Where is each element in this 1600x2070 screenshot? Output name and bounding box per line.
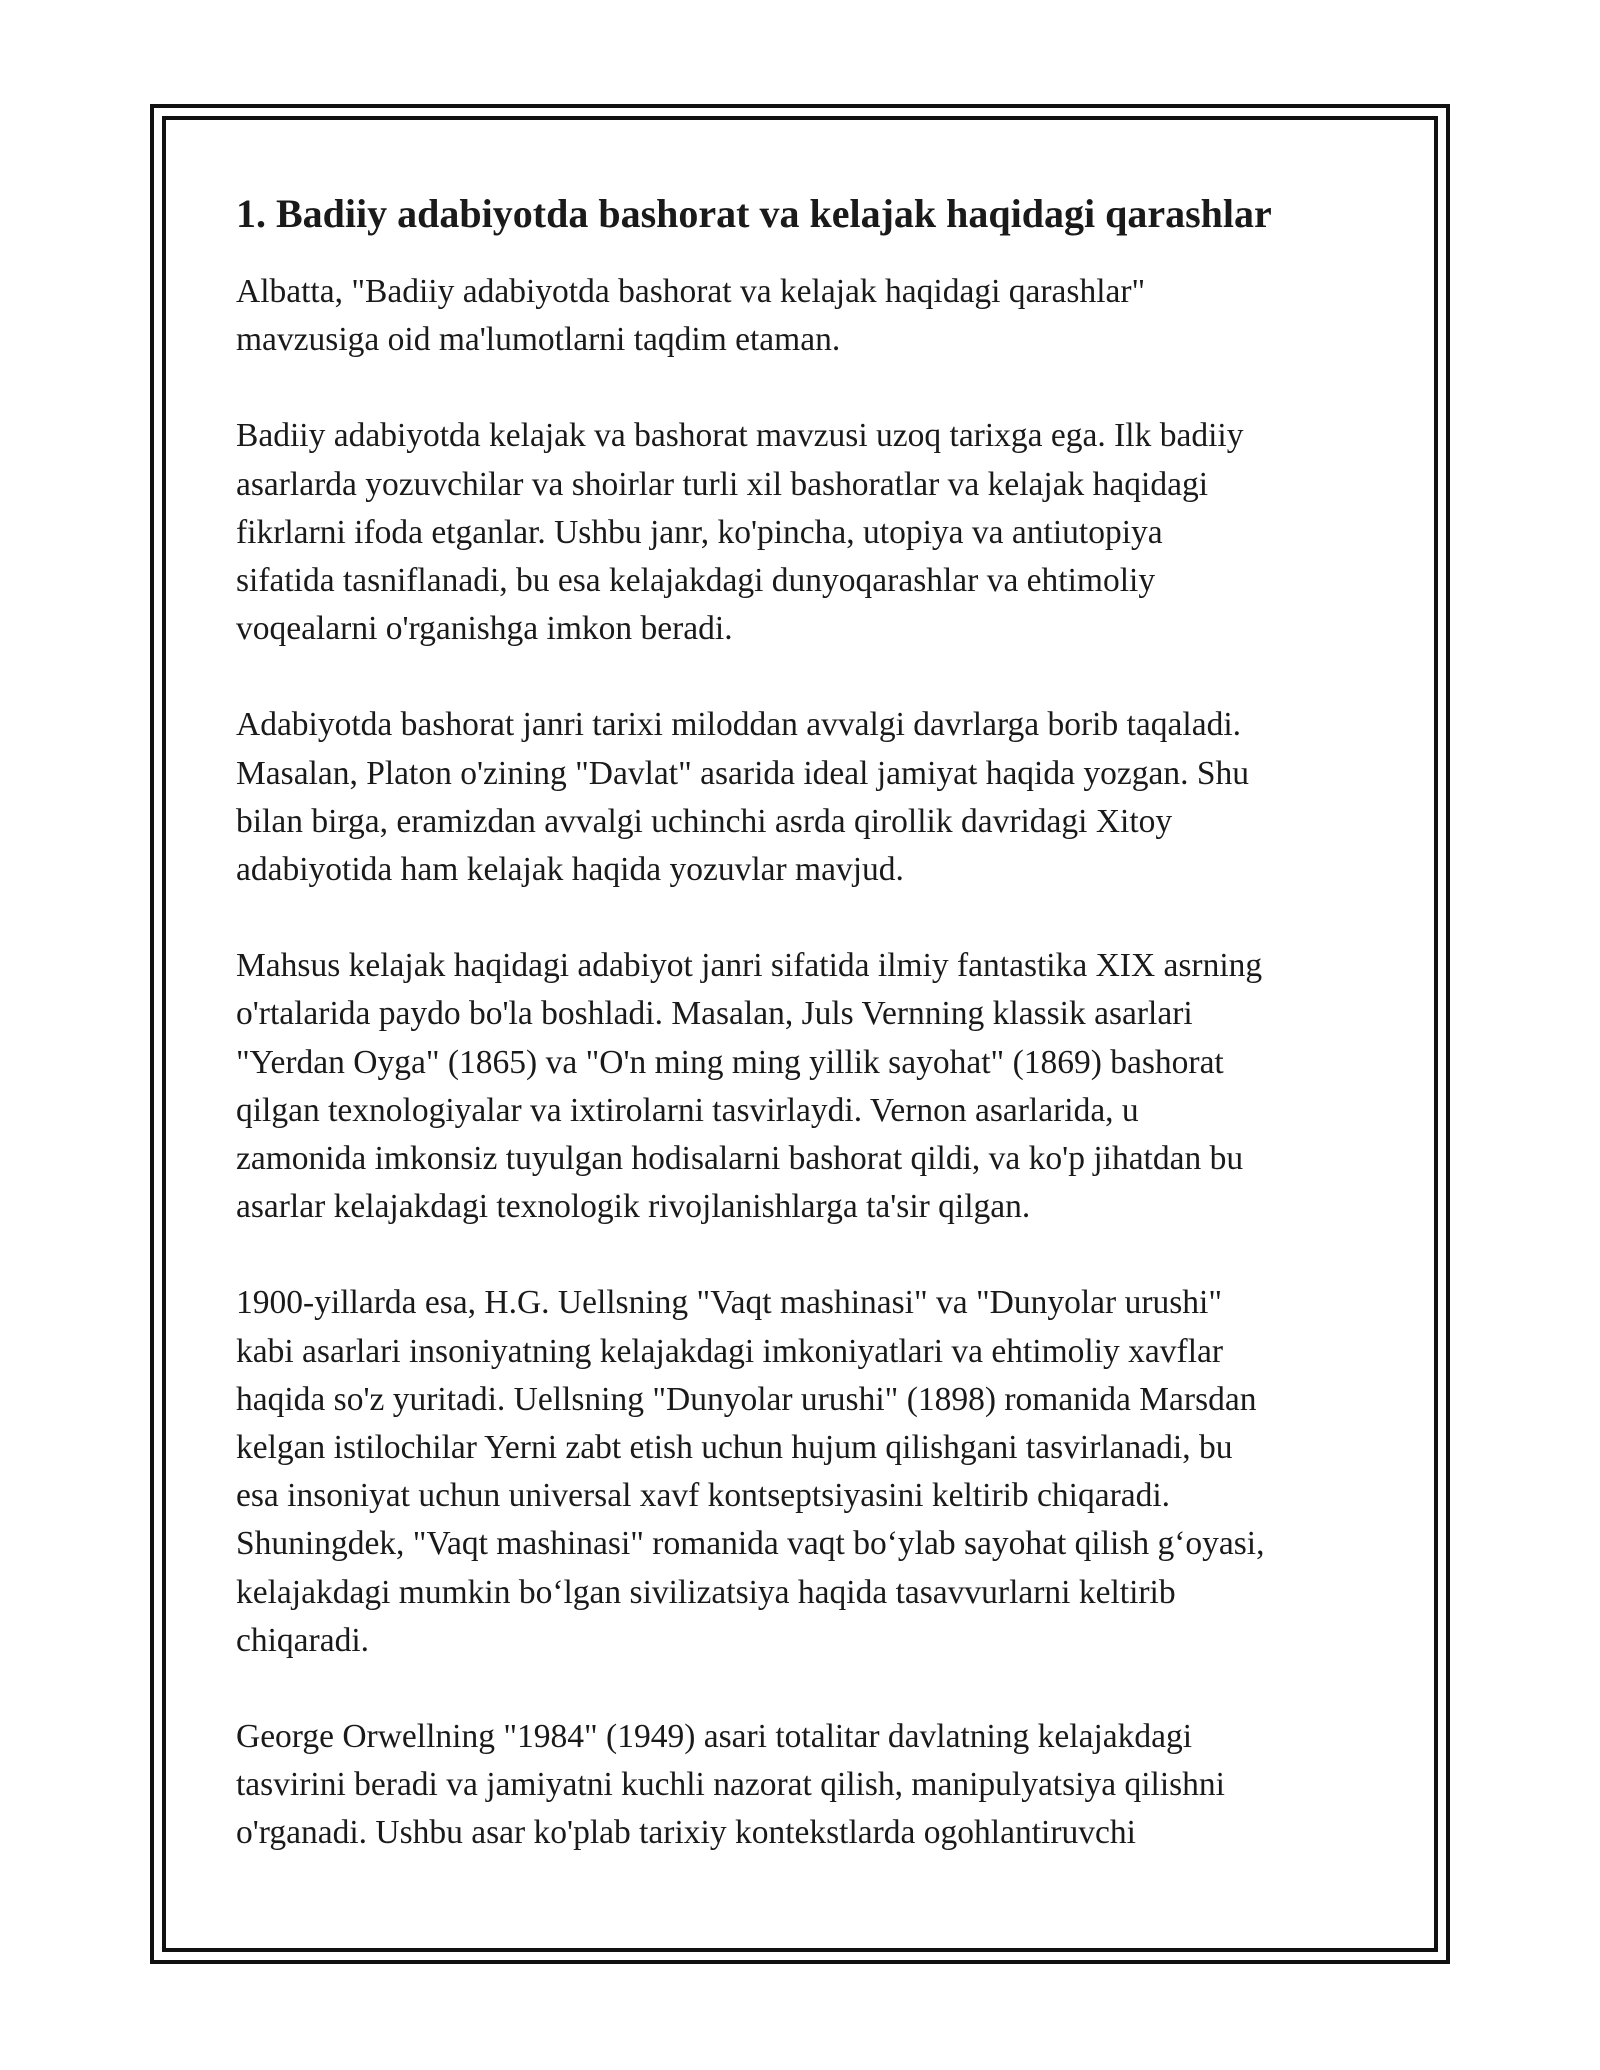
- paragraph-line: kelgan istilochilar Yerni zabt etish uchun hujum qilishgani tasvirlanadi, bu: [236, 1429, 1233, 1467]
- paragraph-line: chiqaradi.: [236, 1621, 370, 1659]
- paragraph-line: esa insoniyat uchun universal xavf kontseptsiyasini keltirib chiqaradi.: [236, 1477, 1171, 1515]
- paragraph-line: sifatida tasniflanadi, bu esa kelajakdagi dunyoqarashlar va ehtimoliy: [236, 562, 1156, 600]
- paragraph-intro: [236, 268, 1376, 364]
- document-body: [236, 186, 1376, 1906]
- paragraph-line: "Yerdan Oyga" (1865) va "O'n ming ming yillik sayohat" (1869) bashorat: [236, 1043, 1224, 1081]
- paragraph-line: asarlar kelajakdagi texnologik rivojlanishlarga ta'sir qilgan.: [236, 1188, 1031, 1226]
- paragraph-line: mavzusiga oid ma'lumotlarni taqdim etaman.: [236, 321, 841, 359]
- paragraph-line: Adabiyotda bashorat janri tarixi miloddan avvalgi davrlarga borib taqaladi.: [236, 706, 1241, 744]
- paragraph-line: zamonida imkonsiz tuyulgan hodisalarni bashorat qildi, va ko'p jihatdan bu: [236, 1140, 1244, 1178]
- paragraph-orwell: [236, 1713, 1376, 1858]
- paragraph-line: voqealarni o'rganishga imkon beradi.: [236, 610, 733, 648]
- paragraph-wells: [236, 1279, 1376, 1665]
- paragraph-ancient-origins: [236, 701, 1376, 894]
- paragraph-line: kelajakdagi mumkin bo‘lgan sivilizatsiya haqida tasavvurlarni keltirib: [236, 1573, 1176, 1611]
- paragraph-line: adabiyotida ham kelajak haqida yozuvlar mavjud.: [236, 851, 904, 889]
- paragraph-line: Badiiy adabiyotda kelajak va bashorat mavzusi uzoq tarixga ega. Ilk badiiy: [236, 417, 1244, 455]
- paragraph-history-overview: [236, 412, 1376, 653]
- paragraph-line: Albatta, "Badiiy adabiyotda bashorat va kelajak haqidagi qarashlar": [236, 273, 1146, 310]
- paragraph-line: kabi asarlari insoniyatning kelajakdagi imkoniyatlari va ehtimoliy xavflar: [236, 1332, 1224, 1370]
- paragraph-line: bilan birga, eramizdan avvalgi uchinchi asrda qirollik davridagi Xitoy: [236, 802, 1173, 840]
- paragraph-line: George Orwellning "1984" (1949) asari totalitar davlatning kelajakdagi: [236, 1718, 1193, 1756]
- paragraph-line: fikrlarni ifoda etganlar. Ushbu janr, ko'pincha, utopiya va antiutopiya: [236, 513, 1163, 551]
- paragraph-line: o'rganadi. Ushbu asar ko'plab tarixiy kontekstlarda ogohlantiruvchi: [236, 1814, 1136, 1852]
- paragraph-line: Shuningdek, "Vaqt mashinasi" romanida vaqt bo‘ylab sayohat qilish g‘oyasi,: [236, 1525, 1265, 1563]
- paragraph-line: qilgan texnologiyalar va ixtirolarni tasvirlaydi. Vernon asarlarida, u: [236, 1091, 1139, 1129]
- paragraph-line: tasvirini beradi va jamiyatni kuchli nazorat qilish, manipulyatsiya qilishni: [236, 1766, 1225, 1804]
- paragraph-science-fiction: [236, 942, 1376, 1231]
- paragraph-line: Masalan, Platon o'zining "Davlat" asarida ideal jamiyat haqida yozgan. Shu: [236, 754, 1249, 792]
- paragraph-line: o'rtalarida paydo bo'la boshladi. Masalan, Juls Vernning klassik asarlari: [236, 995, 1193, 1033]
- paragraph-line: Mahsus kelajak haqidagi adabiyot janri sifatida ilmiy fantastika XIX asrning: [236, 947, 1263, 985]
- paragraph-line: haqida so'z yuritadi. Uellsning "Dunyolar urushi" (1898) romanida Marsdan: [236, 1380, 1257, 1418]
- section-title: 1. Badiiy adabiyotda bashorat va kelajak haqidagi qarashlar: [236, 191, 1272, 236]
- paragraph-line: 1900-yillarda esa, H.G. Uellsning "Vaqt mashinasi" va "Dunyolar urushi": [236, 1284, 1223, 1322]
- paragraph-line: asarlarda yozuvchilar va shoirlar turli xil bashoratlar va kelajak haqidagi: [236, 465, 1209, 503]
